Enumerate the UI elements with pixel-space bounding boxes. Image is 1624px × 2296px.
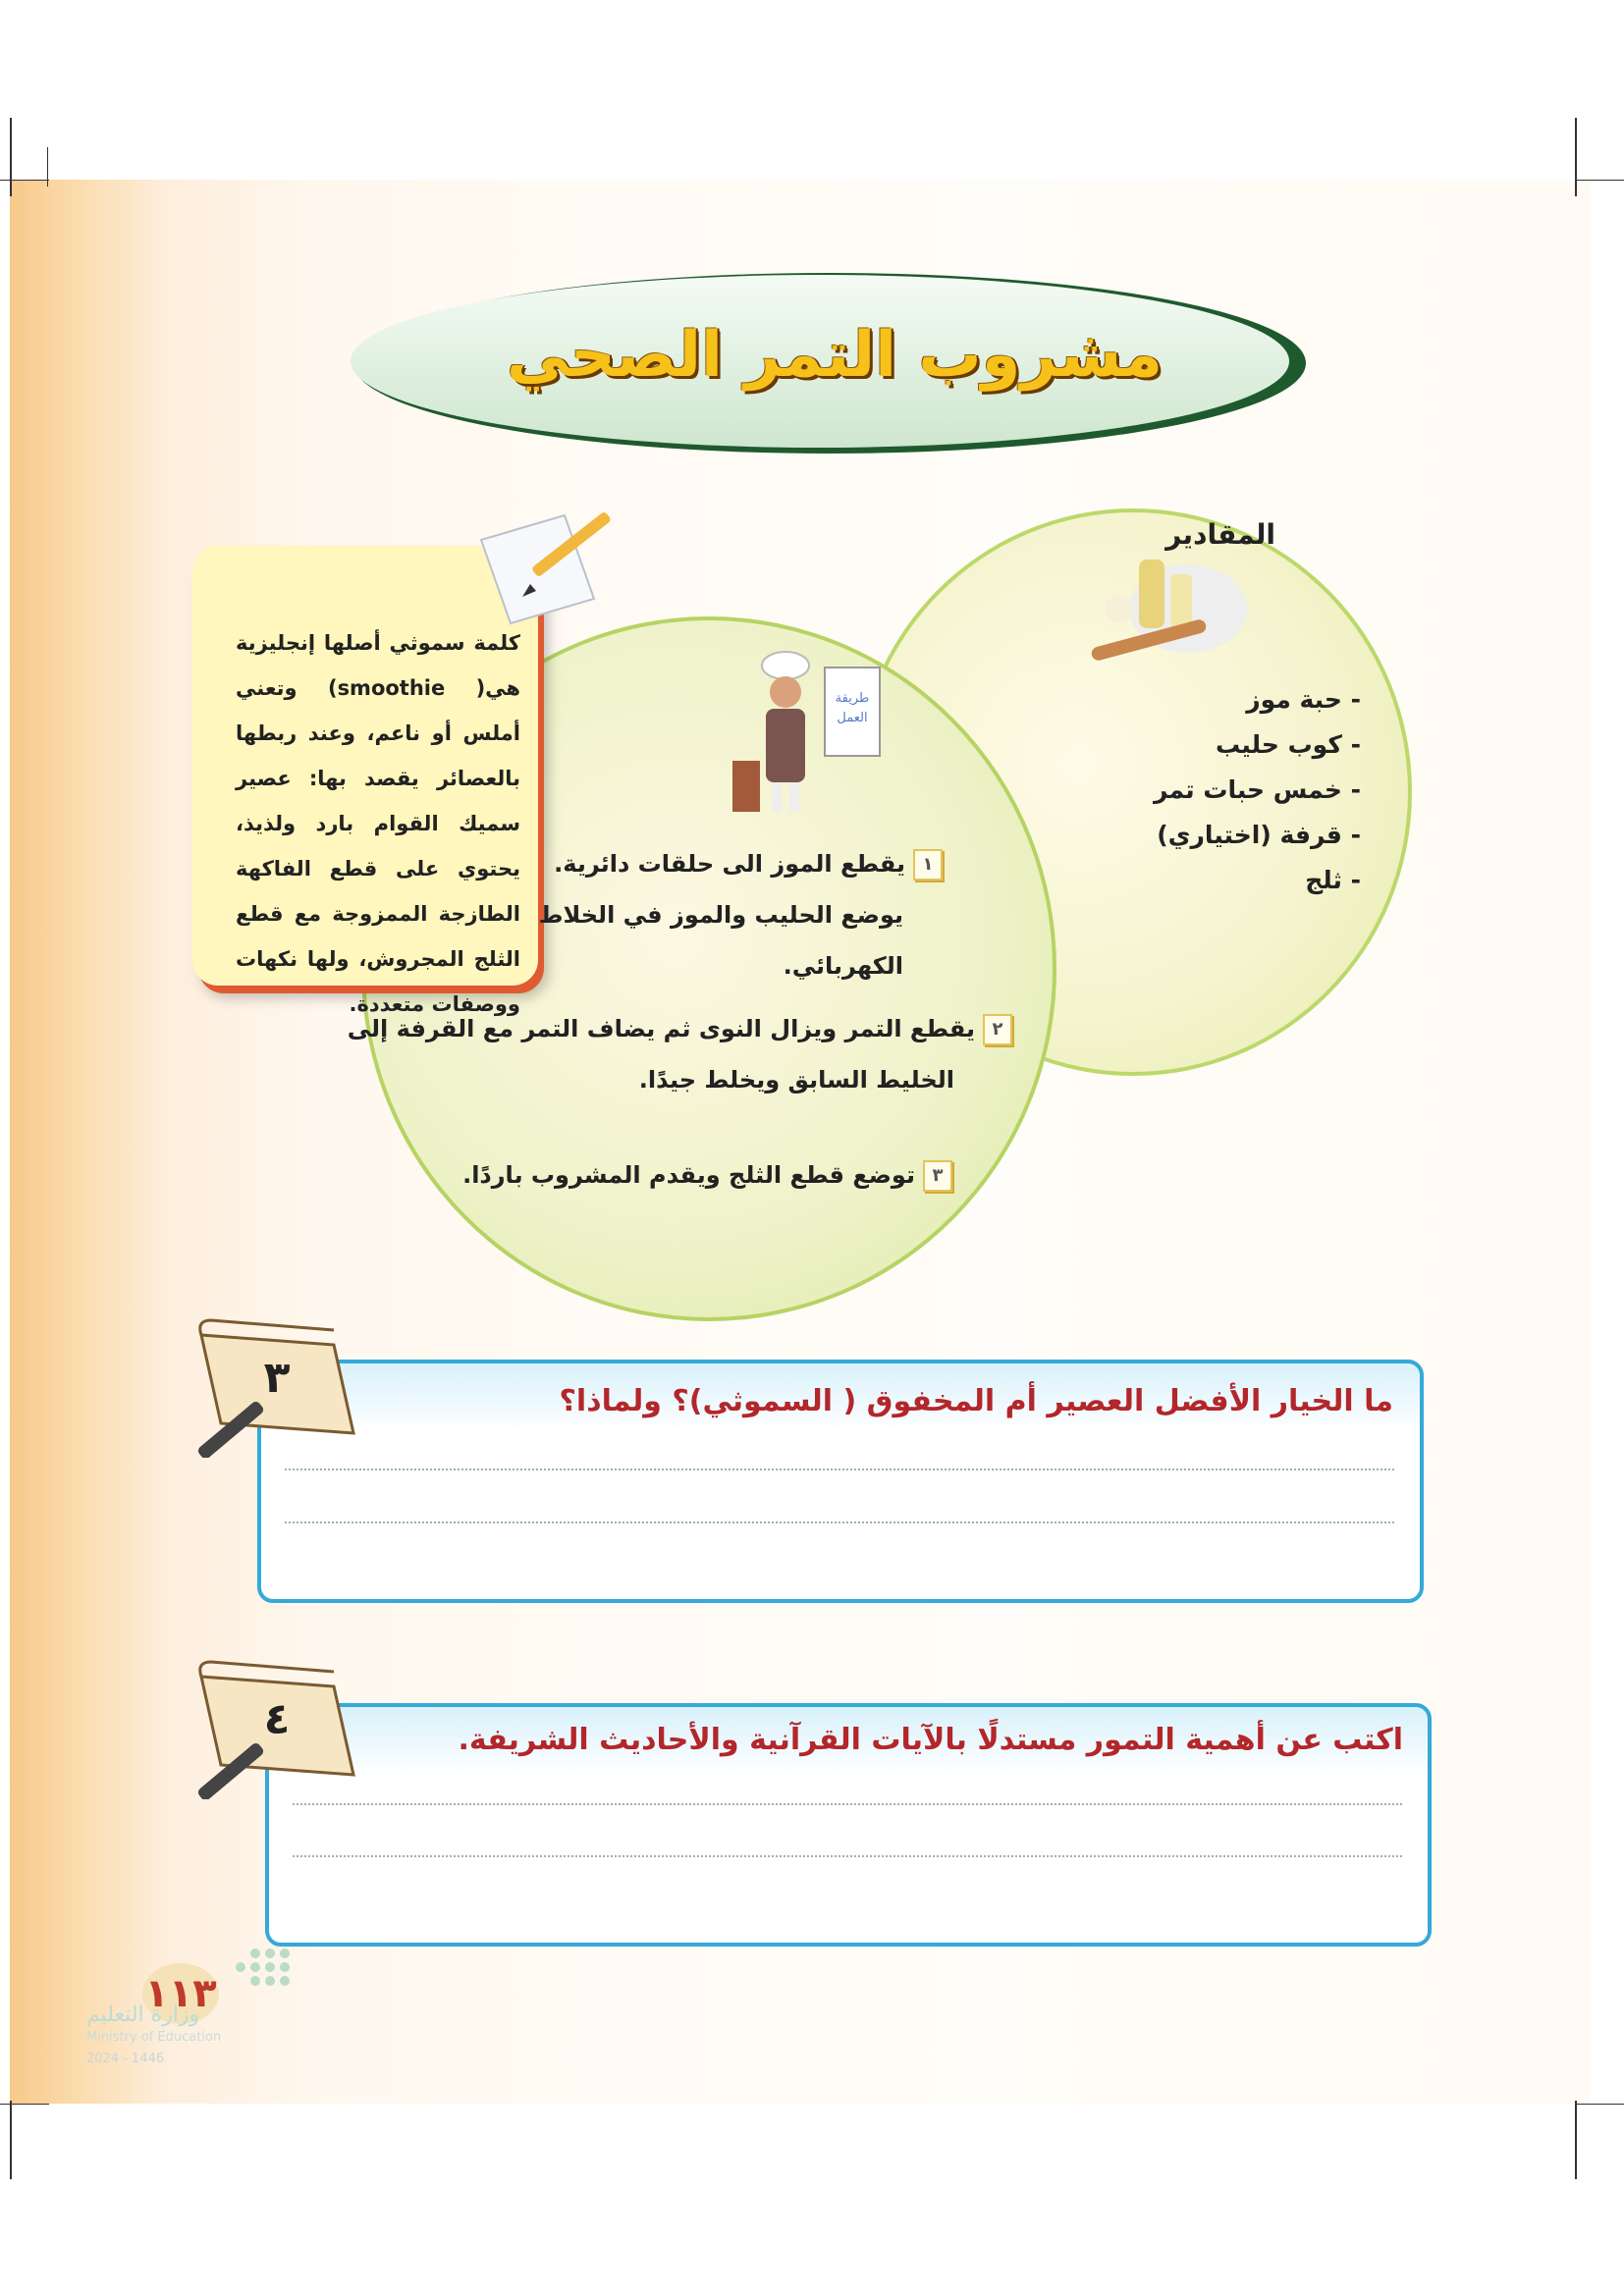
page-number: ١١٣ <box>142 1963 219 2024</box>
ingredient-item: - ثلج <box>1154 858 1361 903</box>
method-step-3: ٣توضع قطع الثلج ويقدم المشروب باردًا. <box>462 1148 952 1201</box>
crop-mark <box>1575 118 1577 196</box>
question-3-text: ما الخيار الأفضل العصير أم المخفوق ( السموثي)؟ ولماذا؟ <box>559 1384 1393 1418</box>
step-number: ٣ <box>923 1160 952 1192</box>
ingredients-heading: المقادير <box>1165 518 1275 551</box>
title-banner <box>349 265 1321 461</box>
crop-mark <box>0 180 49 181</box>
method-step-1-line3: الكهربائي. <box>783 952 903 980</box>
svg-text:العمل: العمل <box>837 711 868 725</box>
crop-mark <box>1575 2104 1624 2105</box>
notebook-pencil-icon <box>187 1315 358 1458</box>
ingredient-item: - كوب حليب <box>1154 722 1361 768</box>
crop-mark <box>10 118 12 196</box>
crop-mark <box>1575 2101 1577 2179</box>
smoothie-note-text: كلمة سموثي أصلها إنجليزية هي( smoothie) وتعني أملس أو ناعم، وعند ربطها بالعصائر يقصد بها: عصير سميك القوام بارد ولذيذ، يحتوي على قطع الفاكهة الطازجة الممزوجة مع قطع الثلج المجروش، ولها نكهات ووصفات متعددة. <box>236 631 520 1016</box>
answer-line[interactable] <box>293 1855 1402 1857</box>
method-step-1: ١يقطع الموز الى حلقات دائرية. <box>554 837 943 890</box>
ministry-logo-english: Ministry of Education <box>86 2030 222 2045</box>
chef-icon <box>727 648 884 815</box>
svg-text:طريقة: طريقة <box>835 691 870 706</box>
cooking-ingredients-icon <box>1080 540 1257 667</box>
step-number: ١ <box>913 849 943 881</box>
answer-line[interactable] <box>285 1522 1394 1523</box>
ingredient-item: - خمس حبات تمر <box>1154 768 1361 813</box>
ministry-logo-arabic: وزارة التعليم <box>86 2002 200 2027</box>
ingredient-item: - قرفة (اختياري) <box>1154 813 1361 858</box>
question-4-text: اكتب عن أهمية التمور مستدلًا بالآيات القرآنية والأحاديث الشريفة. <box>458 1723 1403 1757</box>
method-step-2: ٢يقطع التمر ويزال النوى ثم يضاف التمر مع القرفة إلى <box>348 1002 1012 1055</box>
crop-mark <box>10 2101 12 2179</box>
question-number: ٤ <box>263 1694 291 1744</box>
ingredient-item: - حبة موز <box>1154 677 1361 722</box>
ingredients-list <box>1154 677 1361 903</box>
question-number: ٣ <box>263 1353 291 1403</box>
method-step-2-line2: الخليط السابق ويخلط جيدًا. <box>638 1066 954 1094</box>
answer-line[interactable] <box>293 1803 1402 1805</box>
crop-mark <box>47 147 48 187</box>
page-title: مشروب التمر الصحي <box>507 319 1163 392</box>
answer-line[interactable] <box>285 1468 1394 1470</box>
crop-mark <box>1575 180 1624 181</box>
step-number: ٢ <box>983 1014 1012 1045</box>
notebook-pencil-icon <box>187 1657 358 1799</box>
paper-pencil-icon <box>471 510 619 628</box>
crop-mark <box>0 2104 49 2105</box>
method-step-1-line2: يوضع الحليب والموز في الخلاط <box>538 901 903 929</box>
edition-year: 2024 - 1446 <box>86 2052 165 2066</box>
